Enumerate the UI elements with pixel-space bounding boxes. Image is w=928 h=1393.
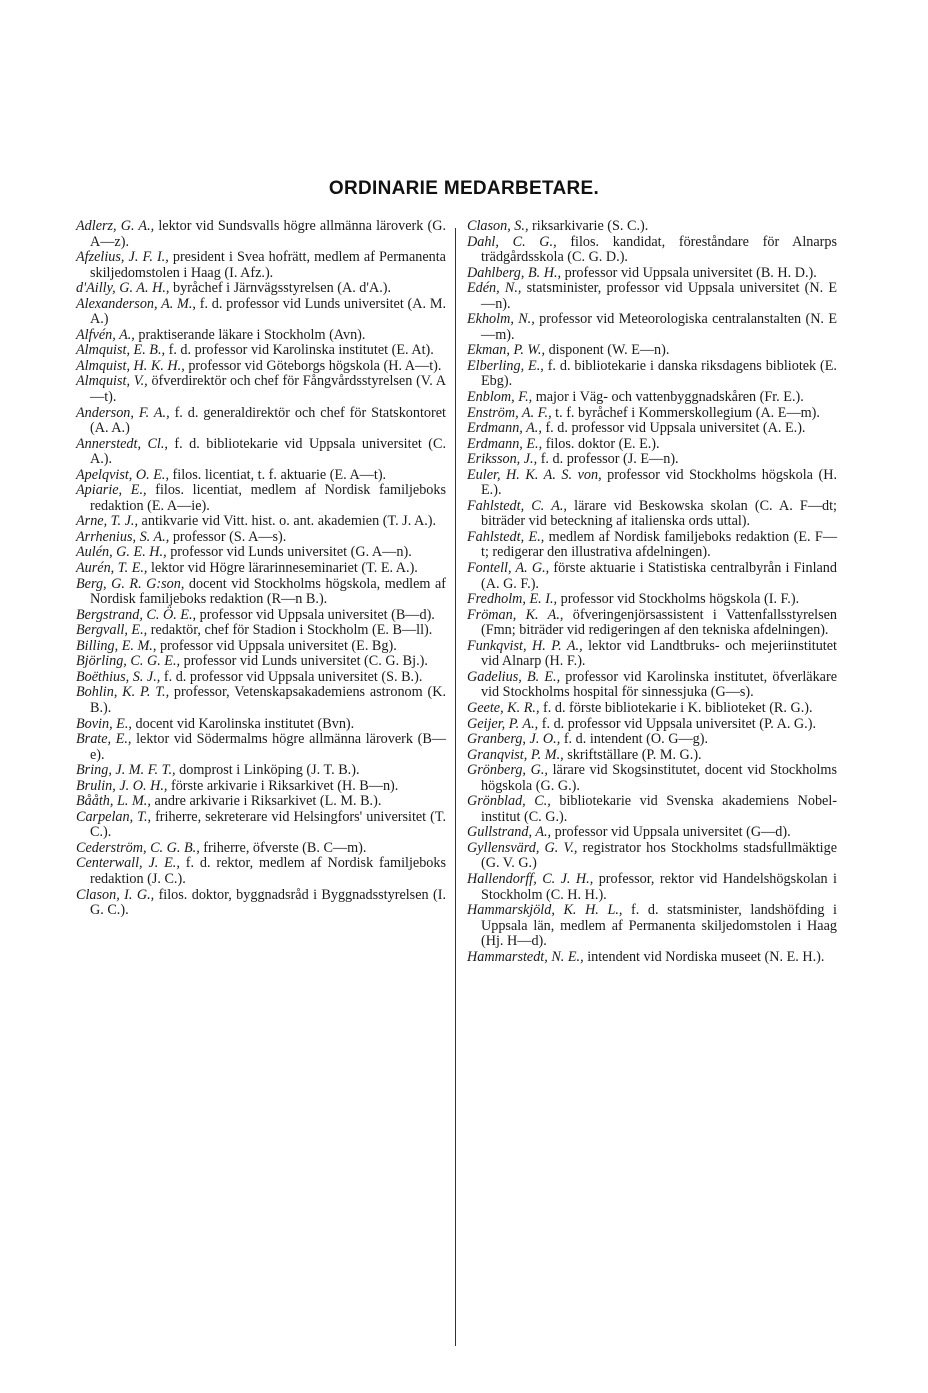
contributor-entry [76,359,446,375]
contributor-description: öfveringenjörsassistent i Vattenfallsstyrelsen (Fmn; biträder vid redigeringen af den tekniska afdelningen). [481,606,837,639]
contributor-name: Hammarstedt, N. E., [467,948,584,965]
contributor-entry [76,639,446,655]
contributor-entry [76,654,446,670]
contributor-entry [76,545,446,561]
contributor-name: Billing, E. M., [76,637,157,654]
right-column [467,219,837,965]
contributor-description: lärare vid Skogsinstitutet, docent vid Stockholms högskola (G. G.). [481,762,837,794]
contributor-name: Gyllensvärd, G. V., [467,839,578,856]
contributor-description: filos. licentiat, medlem af Nordisk familjeboks redaktion (E. A—ie). [90,482,446,514]
contributor-description: filos. doktor, byggnadsråd i Byggnadsstyrelsen (I. G. C.). [90,886,446,919]
contributor-entry [76,623,446,639]
contributor-name: Alfvén, A., [76,326,135,343]
contributor-name: Arne, T. J., [76,513,138,530]
contributor-entry [467,608,837,639]
contributor-entry [467,903,837,950]
contributor-entry [76,514,446,530]
contributor-entry [76,732,446,763]
contributor-description: professor vid Lunds universitet (C. G. Bj.). [180,653,428,670]
contributor-entry [467,452,837,468]
contributor-description: f. d. professor vid Uppsala universitet (P. A. G.). [538,715,817,732]
contributor-description: f. d. rektor, medlem af Nordisk familjeboks redaktion (J. C.). [90,855,446,887]
contributor-description: president i Svea hofrätt, medlem af Permanenta skiljedomstolen i Haag (I. Afz.). [90,249,446,281]
contributor-description: professor, Vetenskapsakademiens astronom (K. B.). [90,684,446,716]
contributor-description: professor vid Uppsala universitet (E. Bg). [156,637,397,654]
contributor-name: Edén, N., [467,280,522,297]
contributor-description: disponent (W. E—n). [545,342,670,359]
contributor-entry [76,406,446,437]
contributor-entry [467,701,837,717]
contributor-name: Brulin, J. O. H., [76,777,168,794]
contributor-entry [467,312,837,343]
contributor-entry [76,561,446,577]
contributor-name: Dahl, C. G., [467,233,557,250]
contributor-description: t. f. byråchef i Kommerskollegium (A. E—m). [551,404,820,421]
contributor-entry [76,483,446,514]
contributor-name: Almquist, H. K. H., [76,357,185,374]
contributor-description: professor, rektor vid Handelshögskolan i Stockholm (C. H. H.). [481,870,837,903]
contributor-description: öfverdirektör och chef för Fångvårdsstyrelsen (V. A—t). [90,373,446,406]
contributor-description: statsminister, professor vid Uppsala universitet (N. E—n). [481,280,837,312]
contributor-entry [76,437,446,468]
contributor-description: friherre, öfverste (B. C—m). [199,839,367,856]
contributor-entry [76,763,446,779]
contributor-name: Boëthius, S. J., [76,668,161,685]
contributor-description: professor vid Stockholms högskola (H. E.). [481,466,837,499]
contributor-entry [76,297,446,328]
contributor-description: professor vid Uppsala universitet (G—d). [551,824,791,841]
contributor-name: Anderson, F. A., [76,404,170,421]
contributor-entry [76,250,446,281]
contributor-name: d'Ailly, G. A. H., [76,280,170,297]
contributor-entry [76,343,446,359]
contributor-name: Euler, H. K. A. S. von, [467,466,602,483]
contributor-description: f. d. bibliotekarie i danska riksdagens bibliotek (E. Ebg). [481,357,837,390]
contributor-entry [76,670,446,686]
contributor-description: f. d. bibliotekarie vid Uppsala universitet (C. A.). [90,435,446,468]
contributor-name: Hammarskjöld, K. H. L., [467,902,623,919]
contributor-description: docent vid Karolinska institutet (Bvn). [131,715,355,732]
contributor-entry [76,685,446,716]
contributor-description: f. d. statsminister, landshöfding i Uppsala län, medlem af Permanenta skiljedomstolen i Haag (Hj. H—d). [481,902,838,950]
contributor-description: f. d. professor vid Uppsala universitet (A. E.). [541,420,806,437]
contributor-description: byråchef i Järnvägsstyrelsen (A. d'A.). [169,280,392,297]
contributor-name: Geijer, P. A., [467,715,539,732]
contributor-name: Fontell, A. G., [467,560,550,577]
contributor-entry [76,779,446,795]
contributor-description: domprost i Linköping (J. T. B.). [175,762,360,779]
contributor-entry [467,670,837,701]
contributor-name: Aurén, T. E., [76,560,148,577]
contributor-name: Fahlstedt, E., [467,528,545,545]
contributor-entry [467,561,837,592]
contributor-name: Gullstrand, A., [467,824,552,841]
contributor-entry [467,530,837,561]
contributor-entry [467,343,837,359]
contributor-name: Bovin, E., [76,715,132,732]
contributor-entry [76,608,446,624]
contributor-description: docent vid Stockholms högskola, medlem af Nordisk familjeboks redaktion (R—n B.). [90,575,446,608]
contributor-description: professor vid Göteborgs högskola (H. A—t). [184,357,442,374]
page-title: ORDINARIE MEDARBETARE. [328,178,600,199]
contributor-name: Fahlstedt, C. A., [467,497,567,514]
contributor-name: Ekholm, N., [467,311,535,328]
contributor-name: Bring, J. M. F. T., [76,762,176,779]
contributor-entry [76,841,446,857]
contributor-description: intendent vid Nordiska museet (N. E. H.). [583,948,825,965]
contributor-description: professor vid Uppsala universitet (B. H. D.). [561,264,817,281]
contributor-description: filos. licentiat, t. f. aktuarie (E. A—t). [169,466,387,483]
contributor-description: f. d. professor (J. E—n). [537,451,679,468]
column-divider [455,228,456,1346]
contributor-description: professor vid Meteorologiska centralanstalten (N. E—m). [481,311,837,343]
contributor-entry [76,281,446,297]
contributor-entry [467,717,837,733]
contributor-name: Cederström, C. G. B., [76,839,200,856]
contributor-name: Funkqvist, H. P. A., [467,637,583,654]
contributor-name: Enblom, F., [467,389,533,406]
contributor-name: Erdmann, E., [467,435,543,452]
contributor-name: Ekman, P. W., [467,342,546,359]
contributor-name: Gadelius, B. E., [467,668,561,685]
contributor-entry [467,281,837,312]
contributor-name: Granqvist, P. M., [467,746,564,763]
contributor-description: förste aktuarie i Statistiska centralbyrån i Finland (A. G. F.). [481,560,837,592]
contributor-name: Almquist, E. B., [76,342,166,359]
contributor-name: Arrhenius, S. A., [76,528,170,545]
contributor-entry [467,421,837,437]
contributor-entry [467,748,837,764]
contributor-entry [76,856,446,887]
contributor-name: Grönberg, G., [467,762,548,779]
contributor-name: Aulén, G. E. H., [76,544,167,561]
contributor-entry [467,639,837,670]
contributor-description: antikvarie vid Vitt. hist. o. ant. akademien (T. J. A.). [138,513,437,530]
contributor-entry [467,235,837,266]
contributor-name: Bergstrand, C. Ö. E., [76,606,197,623]
contributor-description: professor vid Uppsala universitet (B—d). [196,606,435,623]
contributor-entry [467,592,837,608]
contributor-name: Geete, K. R., [467,699,540,716]
contributor-description: filos. kandidat, föreståndare för Alnarps trädgårdsskola (C. G. D.). [481,233,837,266]
contributor-entry [76,219,446,250]
contributor-description: registrator hos Stockholms stadsfullmäktige (G. V. G.) [481,839,837,872]
contributor-description: professor vid Stockholms högskola (I. F.). [557,591,800,608]
contributor-description: bibliotekarie vid Svenska akademiens Nobel-institut (C. G.). [481,793,838,825]
contributor-entry [467,499,837,530]
contributor-name: Grönblad, C., [467,793,551,810]
contributor-description: lektor vid Landtbruks- och mejeriinstitutet vid Alnarp (H. F.). [481,637,837,670]
contributor-name: Erdmann, A., [467,420,542,437]
contributor-description: medlem af Nordisk familjeboks redaktion (E. F—t; redigerar den illustrativa afdelningen). [481,528,838,561]
contributor-name: Enström, A. F., [467,404,552,421]
contributor-description: lektor vid Sundsvalls högre allmänna läroverk (G. A—z). [90,218,447,250]
contributor-entry [467,266,837,282]
contributor-entry [467,390,837,406]
contributor-description: förste arkivarie i Riksarkivet (H. B—n). [167,777,399,794]
contributor-name: Clason, S., [467,218,529,234]
contributor-name: Granberg, J. O., [467,731,561,748]
contributor-description: filos. doktor (E. E.). [542,435,660,452]
contributor-name: Fredholm, E. I., [467,591,558,608]
contributor-entry [76,328,446,344]
contributor-entry [467,732,837,748]
contributor-description: friherre, sekreterare vid Helsingfors' universitet (T. C.). [90,808,446,841]
contributor-description: andre arkivarie i Riksarkivet (L. M. B.). [150,793,382,810]
contributor-entry [467,219,837,235]
contributor-name: Bååth, L. M., [76,793,151,810]
contributor-name: Alexanderson, A. M., [76,295,196,312]
contributor-name: Eriksson, J., [467,451,538,468]
contributor-description: f. d. intendent (O. G—g). [560,731,709,748]
contributor-entry [76,577,446,608]
contributor-entry [76,374,446,405]
contributor-name: Bergvall, E., [76,622,148,639]
contributor-name: Centerwall, J. E., [76,855,180,872]
contributor-name: Björling, C. G. E., [76,653,181,670]
contributor-name: Brate, E., [76,731,132,748]
contributor-name: Hallendorff, C. J. H., [467,870,594,887]
contributor-name: Adlerz, G. A., [76,218,155,234]
contributor-name: Apiarie, E., [76,482,147,499]
contributor-description: major i Väg- och vattenbyggnadskåren (Fr. E.). [532,389,804,406]
contributor-description: professor vid Karolinska institutet, öfverläkare vid Stockholms hospital för sinnessjuka (G—s). [481,668,838,701]
contributor-description: f. d. professor vid Lunds universitet (A. M. A.) [90,295,446,328]
contributor-description: professor (S. A—s). [169,528,287,545]
contributor-description: professor vid Lunds universitet (G. A—n). [166,544,412,561]
contributor-description: lektor vid Högre lärarinneseminariet (T. E. A.). [147,560,418,577]
contributor-entry [76,717,446,733]
contributor-name: Almquist, V., [76,373,148,390]
contributor-description: skriftställare (P. M. G.). [563,746,702,763]
contributor-entry [467,825,837,841]
contributor-description: f. d. förste bibliotekarie i K. biblioteket (R. G.). [539,699,813,716]
contributor-entry [467,406,837,422]
contributor-name: Dahlberg, B. H., [467,264,562,281]
contributor-description: lektor vid Södermalms högre allmänna läroverk (B—e). [90,731,446,763]
contributor-description: praktiserande läkare i Stockholm (Avn). [134,326,366,343]
contributor-entry [467,841,837,872]
contributor-entry [467,872,837,903]
contributor-name: Fröman, K. A., [467,606,564,623]
contributor-entry [76,794,446,810]
contributor-entry [467,468,837,499]
contributor-entry [76,468,446,484]
contributor-name: Carpelan, T., [76,808,152,825]
contributor-entry [467,950,837,966]
contributor-entry [467,437,837,453]
contributor-description: f. d. generaldirektör och chef för Statskontoret (A. A.) [90,404,446,437]
contributor-entry [467,794,837,825]
contributor-description: f. d. professor vid Uppsala universitet (S. B.). [160,668,423,685]
contributor-entry [467,359,837,390]
contributor-description: lärare vid Beskowska skolan (C. A. F—dt; biträder vid beteckning af italienska ords uttal). [481,497,837,530]
left-column [76,219,446,919]
contributor-name: Elberling, E., [467,357,544,374]
contributor-entry [76,810,446,841]
contributor-name: Clason, I. G., [76,886,155,903]
contributor-name: Bohlin, K. P. T., [76,684,170,701]
contributor-name: Apelqvist, O. E., [76,466,169,483]
contributor-description: f. d. professor vid Karolinska institutet (E. At). [165,342,434,359]
contributor-entry [76,530,446,546]
contributor-entry [76,888,446,919]
contributor-name: Annerstedt, Cl., [76,435,168,452]
contributor-entry [467,763,837,794]
contributor-name: Afzelius, J. F. I., [76,249,169,266]
contributor-description: riksarkivarie (S. C.). [528,218,649,234]
contributor-name: Berg, G. R. G:son, [76,575,185,592]
contributor-description: redaktör, chef för Stadion i Stockholm (E. B—ll). [147,622,433,639]
